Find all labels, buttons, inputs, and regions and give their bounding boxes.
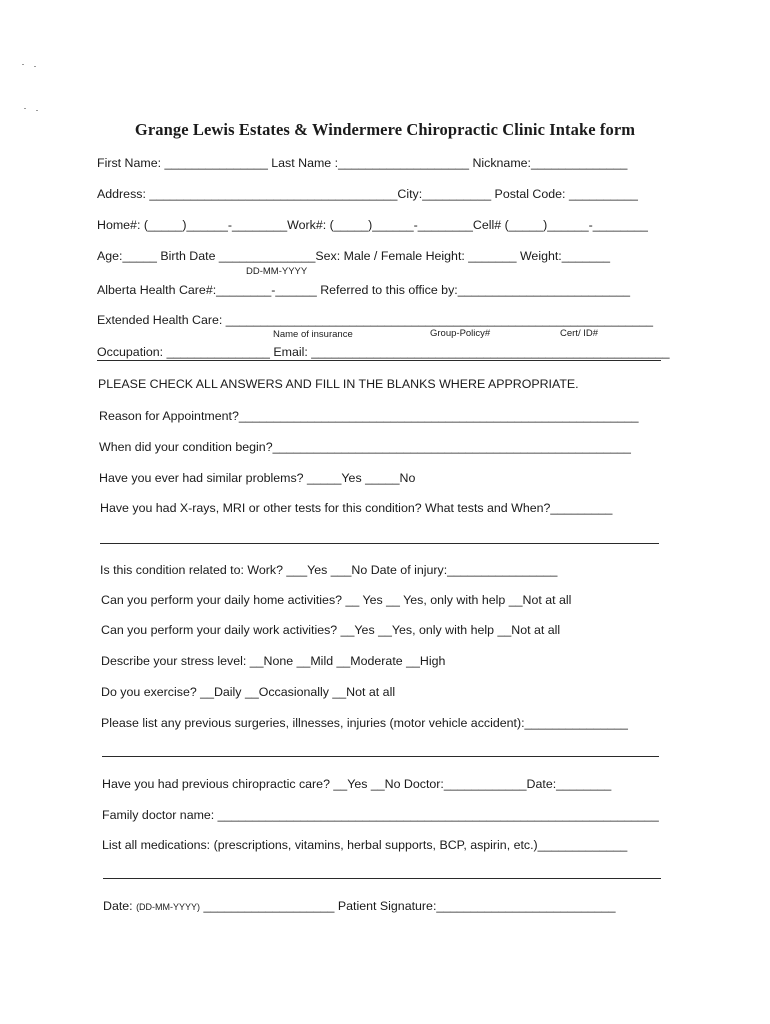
work-activities-question[interactable]: Can you perform your daily work activities? __Yes __Yes, only with help __Not at all xyxy=(101,623,561,637)
chiropractic-care-question[interactable]: Have you had previous chiropractic care? __Yes __No Doctor:____________Date:________ xyxy=(102,777,612,791)
occupation-email-fields[interactable]: Occupation: _______________ Email: ____________________________________________________ xyxy=(97,345,670,359)
group-policy-hint: Group-Policy# xyxy=(430,328,491,339)
surgeries-question[interactable]: Please list any previous surgeries, illnesses, injuries (motor vehicle accident):_______________ xyxy=(101,716,628,730)
reason-field[interactable]: Reason for Appointment?__________________________________________________________ xyxy=(99,409,639,423)
phone-fields[interactable]: Home#: (_____)______-________Work#: (_____)______-________Cell# (_____)______-________ xyxy=(97,218,648,232)
age-sex-fields[interactable]: Age:_____ Birth Date ______________Sex: Male / Female Height: _______ Weight:_______ xyxy=(97,249,610,263)
address-fields[interactable]: Address: ____________________________________City:__________ Postal Code: __________ xyxy=(97,187,638,201)
date-signature-row[interactable] xyxy=(103,898,616,915)
birth-date-format-hint: DD-MM-YYYY xyxy=(246,266,308,277)
medications-field[interactable]: List all medications: (prescriptions, vitamins, herbal supports, BCP, aspirin, etc.)_____________ xyxy=(102,838,628,852)
scan-speck xyxy=(36,110,38,111)
surgeries-answer-line[interactable] xyxy=(102,756,659,757)
exercise-question[interactable]: Do you exercise? __Daily __Occasionally __Not at all xyxy=(101,685,396,699)
instructions-heading: PLEASE CHECK ALL ANSWERS AND FILL IN THE BLANKS WHERE APPROPRIATE. xyxy=(98,377,579,391)
signature-field[interactable]: ___________________ Patient Signature:__________________________ xyxy=(200,899,616,913)
scan-speck xyxy=(34,66,36,67)
form-title: Grange Lewis Estates & Windermere Chiropractic Clinic Intake form xyxy=(134,120,636,139)
date-label: Date: xyxy=(103,899,137,913)
health-care-fields[interactable]: Alberta Health Care#:________-______ Referred to this office by:_________________________ xyxy=(97,283,630,297)
name-fields[interactable]: First Name: _______________ Last Name :___________________ Nickname:______________ xyxy=(97,156,628,170)
condition-begin-field[interactable]: When did your condition begin?____________________________________________________ xyxy=(99,440,631,454)
stress-level-question[interactable]: Describe your stress level: __None __Mild __Moderate __High xyxy=(101,654,446,668)
scan-speck xyxy=(22,64,24,65)
condition-related-question[interactable]: Is this condition related to: Work? ___Yes ___No Date of injury:________________ xyxy=(100,563,558,577)
insurance-name-hint: Name of insurance xyxy=(273,329,353,340)
medications-answer-line[interactable] xyxy=(103,878,661,879)
date-format-hint: (DD-MM-YYYY) xyxy=(136,902,201,912)
tests-answer-line[interactable] xyxy=(100,543,659,544)
similar-problems-question[interactable]: Have you ever had similar problems? _____Yes _____No xyxy=(99,471,416,485)
home-activities-question[interactable]: Can you perform your daily home activities? __ Yes __ Yes, only with help __Not at all xyxy=(101,593,572,607)
section-divider xyxy=(97,360,661,361)
scan-speck xyxy=(24,108,26,109)
tests-question[interactable]: Have you had X-rays, MRI or other tests for this condition? What tests and When?_________ xyxy=(100,501,613,515)
extended-health-field[interactable]: Extended Health Care: ______________________________________________________________ xyxy=(97,313,654,327)
cert-id-hint: Cert/ ID# xyxy=(560,328,599,339)
family-doctor-field[interactable]: Family doctor name: ________________________________________________________________ xyxy=(102,808,659,822)
